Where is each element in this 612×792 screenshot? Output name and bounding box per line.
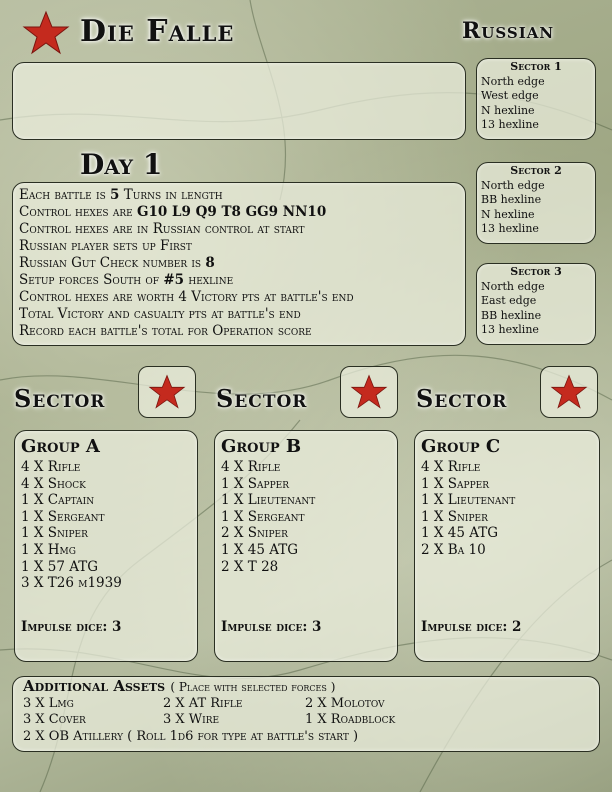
unit-line: 1 X 57 ATG	[21, 558, 99, 575]
day-title: Day 1	[80, 148, 163, 181]
sector-star-box-a	[138, 366, 196, 418]
unit-line: 1 X Captain	[21, 492, 95, 509]
sector-label-b: Sector	[216, 384, 308, 413]
notes-panel	[12, 62, 466, 140]
group-b-panel	[214, 430, 398, 662]
asset-item: 2 X Molotov	[305, 695, 385, 711]
unit-line: 1 X 45 ATG	[421, 525, 499, 542]
group-b-impulse-dice: Impulse dice: 3	[221, 619, 322, 635]
unit-line: 4 X Rifle	[221, 459, 281, 475]
unit-line: 1 X Sniper	[21, 525, 88, 542]
group-c-panel	[414, 430, 600, 662]
rule-record-score: Record each battle's total for Operation score	[19, 323, 312, 339]
unit-line: 4 X Shock	[21, 475, 86, 492]
rule-control-hexes: Control hexes are G10 L9 Q9 T8 GG9 NN10	[19, 204, 327, 220]
assets-row-2	[23, 712, 589, 729]
sector-1-line: North edge	[481, 74, 545, 88]
assets-row-1	[23, 696, 589, 713]
asset-artillery: 2 X OB Atillery ( Roll 1d6 for type at battle's start )	[23, 728, 359, 744]
sector-3-line: East edge	[481, 294, 537, 307]
sector-1-line: 13 hexline	[481, 118, 539, 131]
sector-2-line: 13 hexline	[481, 222, 539, 235]
rule-control-start: Control hexes are in Russian control at start	[19, 221, 305, 237]
unit-line: 1 X Sapper	[421, 475, 489, 492]
title-star-icon	[22, 10, 70, 56]
group-a-name: Group A	[21, 436, 100, 457]
group-a-impulse-dice: Impulse dice: 3	[21, 619, 122, 635]
rule-gut-check: Russian Gut Check number is 8	[19, 255, 215, 271]
sector-2-info	[476, 162, 596, 244]
unit-line: 4 X Rifle	[421, 459, 481, 475]
sector-3-header: Sector 3	[510, 265, 562, 278]
unit-line: 2 X T 28	[221, 558, 279, 575]
rule-setup-first: Russian player sets up First	[19, 238, 192, 254]
star-icon	[550, 374, 588, 410]
sector-1-line: N hexline	[481, 103, 535, 117]
sector-star-box-c	[540, 366, 598, 418]
sector-3-info	[476, 263, 596, 345]
sector-3-line: North edge	[481, 279, 545, 293]
sector-2-line: N hexline	[481, 207, 535, 221]
sector-3-line: BB hexline	[481, 308, 542, 322]
scenario-title: Die Falle	[80, 14, 235, 49]
sector-3-line: 13 hexline	[481, 323, 539, 336]
unit-line: 1 X Sergeant	[221, 508, 305, 525]
sector-2-line: North edge	[481, 178, 545, 192]
asset-item: 3 X Lmg	[23, 695, 74, 711]
unit-line: 3 X T26 m1939	[21, 575, 122, 592]
unit-line: 4 X Rifle	[21, 459, 81, 475]
sector-label-a: Sector	[14, 384, 106, 413]
rules-panel	[12, 182, 466, 346]
unit-line: 1 X Sergeant	[21, 508, 105, 525]
sector-label-c: Sector	[416, 384, 508, 413]
assets-note: ( Place with selected forces )	[170, 680, 336, 694]
group-c-name: Group C	[421, 436, 501, 457]
group-a-panel	[14, 430, 198, 662]
sector-1-header: Sector 1	[510, 60, 562, 73]
unit-line: 1 X Sniper	[421, 508, 488, 525]
asset-item: 3 X Cover	[23, 712, 86, 727]
unit-line: 1 X 45 ATG	[221, 541, 299, 558]
asset-item: 2 X AT Rifle	[163, 695, 243, 711]
rule-setup-forces: Setup forces South of #5 hexline	[19, 272, 234, 288]
asset-item: 3 X Wire	[163, 712, 220, 727]
asset-item: 1 X Roadblock	[305, 712, 396, 727]
star-icon	[350, 374, 388, 410]
additional-assets-panel	[12, 676, 600, 752]
group-b-name: Group B	[221, 436, 302, 457]
star-icon	[148, 374, 186, 410]
sector-2-line: BB hexline	[481, 193, 542, 206]
sector-star-box-b	[340, 366, 398, 418]
sector-1-info	[476, 58, 596, 140]
assets-header: Additional Assets ( Place with selected forces )	[23, 677, 336, 695]
side-title: Russian	[462, 18, 555, 44]
unit-line: 1 X Sapper	[221, 475, 289, 492]
unit-line: 1 X Hmg	[21, 541, 76, 558]
unit-line: 1 X Lieutenant	[421, 492, 516, 509]
rule-total-victory: Total Victory and casualty pts at battle's end	[19, 306, 301, 322]
unit-line: 2 X Ba 10	[421, 541, 486, 558]
sector-1-line: West edge	[481, 89, 539, 102]
rule-turns: Each battle is 5 Turns in length	[19, 187, 223, 203]
group-c-impulse-dice: Impulse dice: 2	[421, 619, 522, 635]
rule-victory-pts: Control hexes are worth 4 Victory pts at battle's end	[19, 289, 354, 305]
sector-2-header: Sector 2	[510, 164, 562, 177]
unit-line: 1 X Lieutenant	[221, 492, 316, 509]
unit-line: 2 X Sniper	[221, 525, 288, 542]
